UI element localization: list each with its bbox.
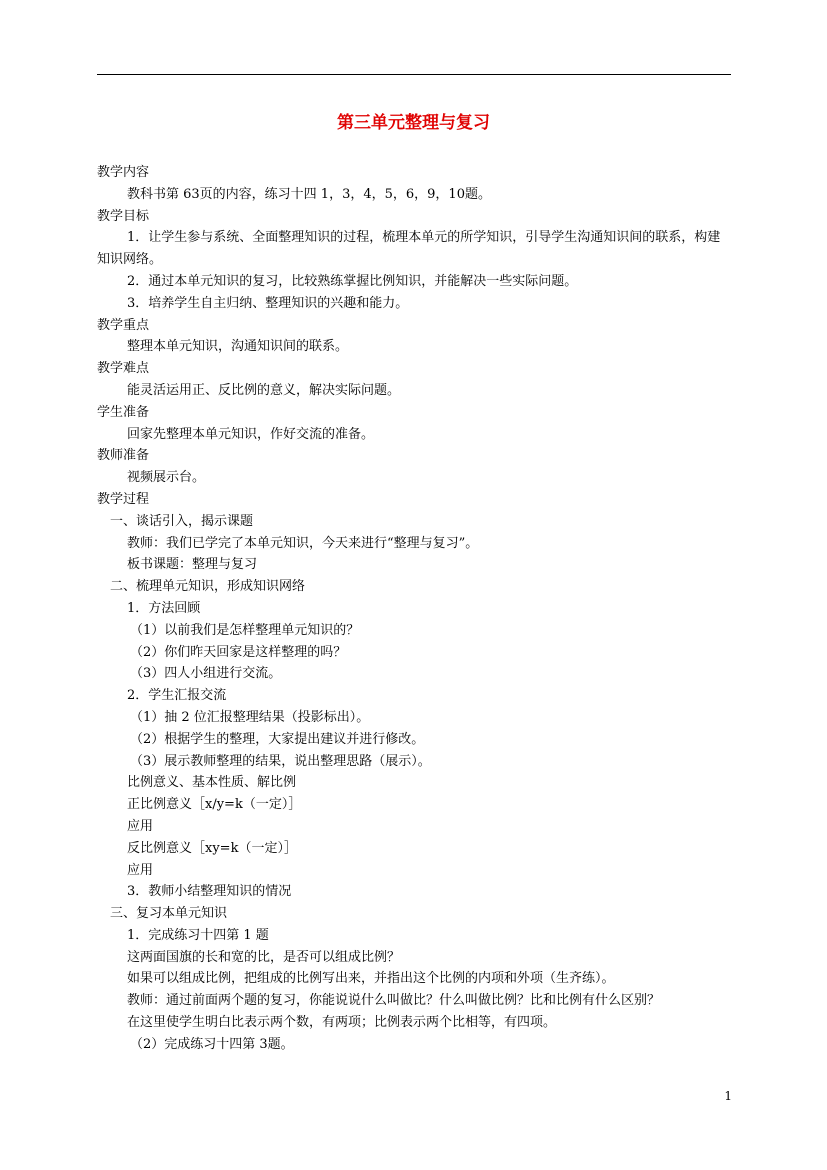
text-line: 1．让学生参与系统、全面整理知识的过程，梳理本单元的所学知识，引导学生沟通知识间的联系，构建知识网络。 (97, 230, 721, 268)
text-line: 视频展示台。 (127, 470, 206, 486)
text-line: 3．教师小结整理知识的情况 (127, 884, 292, 900)
page-title: 第三单元整理与复习 (337, 113, 490, 133)
text-line: 教师：通过前面两个题的复习，你能说说什么叫做比？什么叫做比例？比和比例有什么区别？ (127, 993, 661, 1009)
text-line: 1．完成练习十四第 1 题 (127, 927, 269, 943)
text-line: 正比例意义［x/y=k（一定）］ (127, 797, 302, 813)
text-line: 教师：我们已学完了本单元知识，今天来进行“整理与复习”。 (127, 535, 479, 551)
text-line: 如果可以组成比例，把组成的比例写出来，并指出这个比例的内项和外项（生齐练）。 (127, 971, 615, 987)
text-line: 板书课题：整理与复习 (127, 557, 258, 573)
text-line: 整理本单元知识，沟通知识间的联系。 (127, 339, 349, 355)
text-line: 学生准备 (97, 404, 150, 420)
text-line: 教学难点 (97, 361, 150, 377)
text-line: （2）你们昨天回家是这样整理的吗？ (130, 644, 347, 660)
text-line: 教师准备 (97, 448, 150, 464)
text-line: （2）完成练习十四第 3题。 (130, 1036, 294, 1052)
text-line: 回家先整理本单元知识，作好交流的准备。 (127, 426, 375, 442)
text-line: 三、复习本单元知识 (110, 906, 228, 922)
text-line: （1）抽 2 位汇报整理结果（投影标出）。 (130, 709, 370, 725)
text-line: 反比例意义［xy=k（一定）］ (127, 840, 297, 856)
text-line: 应用 (127, 862, 154, 878)
text-line: 二、梳理单元知识，形成知识网络 (110, 579, 306, 595)
text-line: （3）四人小组进行交流。 (130, 666, 282, 682)
text-line: 比例意义、基本性质、解比例 (127, 775, 297, 791)
text-line: 教科书第 63页的内容，练习十四 1，3，4，5，6，9，10题。 (127, 186, 491, 202)
page-number: 1 (724, 1089, 732, 1103)
text-line: 1．方法回顾 (127, 600, 201, 616)
text-line: 应用 (127, 818, 154, 834)
text-line: 2．学生汇报交流 (127, 688, 227, 704)
text-line: 能灵活运用正、反比例的意义，解决实际问题。 (127, 382, 401, 398)
document-body (97, 162, 733, 1056)
header-rule (97, 74, 731, 75)
text-line: 2．通过本单元知识的复习，比较熟练掌握比例知识，并能解决一些实际问题。 (127, 273, 578, 289)
text-line: （2）根据学生的整理，大家提出建议并进行修改。 (130, 731, 425, 747)
text-line: （1）以前我们是怎样整理单元知识的？ (130, 622, 360, 638)
text-line: 教学过程 (97, 491, 150, 507)
text-line: 3．培养学生自主归纳、整理知识的兴趣和能力。 (127, 295, 409, 311)
text-line: 一、谈话引入，揭示课题 (110, 513, 254, 529)
text-line: 教学目标 (97, 208, 150, 224)
text-line: 教学内容 (97, 165, 150, 180)
text-line: 教学重点 (97, 317, 150, 333)
text-line: 在这里使学生明白比表示两个数，有两项；比例表示两个比相等，有四项。 (127, 1015, 557, 1031)
text-line: 这两面国旗的长和宽的比，是否可以组成比例？ (127, 949, 401, 965)
text-line: （3）展示教师整理的结果，说出整理思路（展示）。 (130, 753, 431, 769)
